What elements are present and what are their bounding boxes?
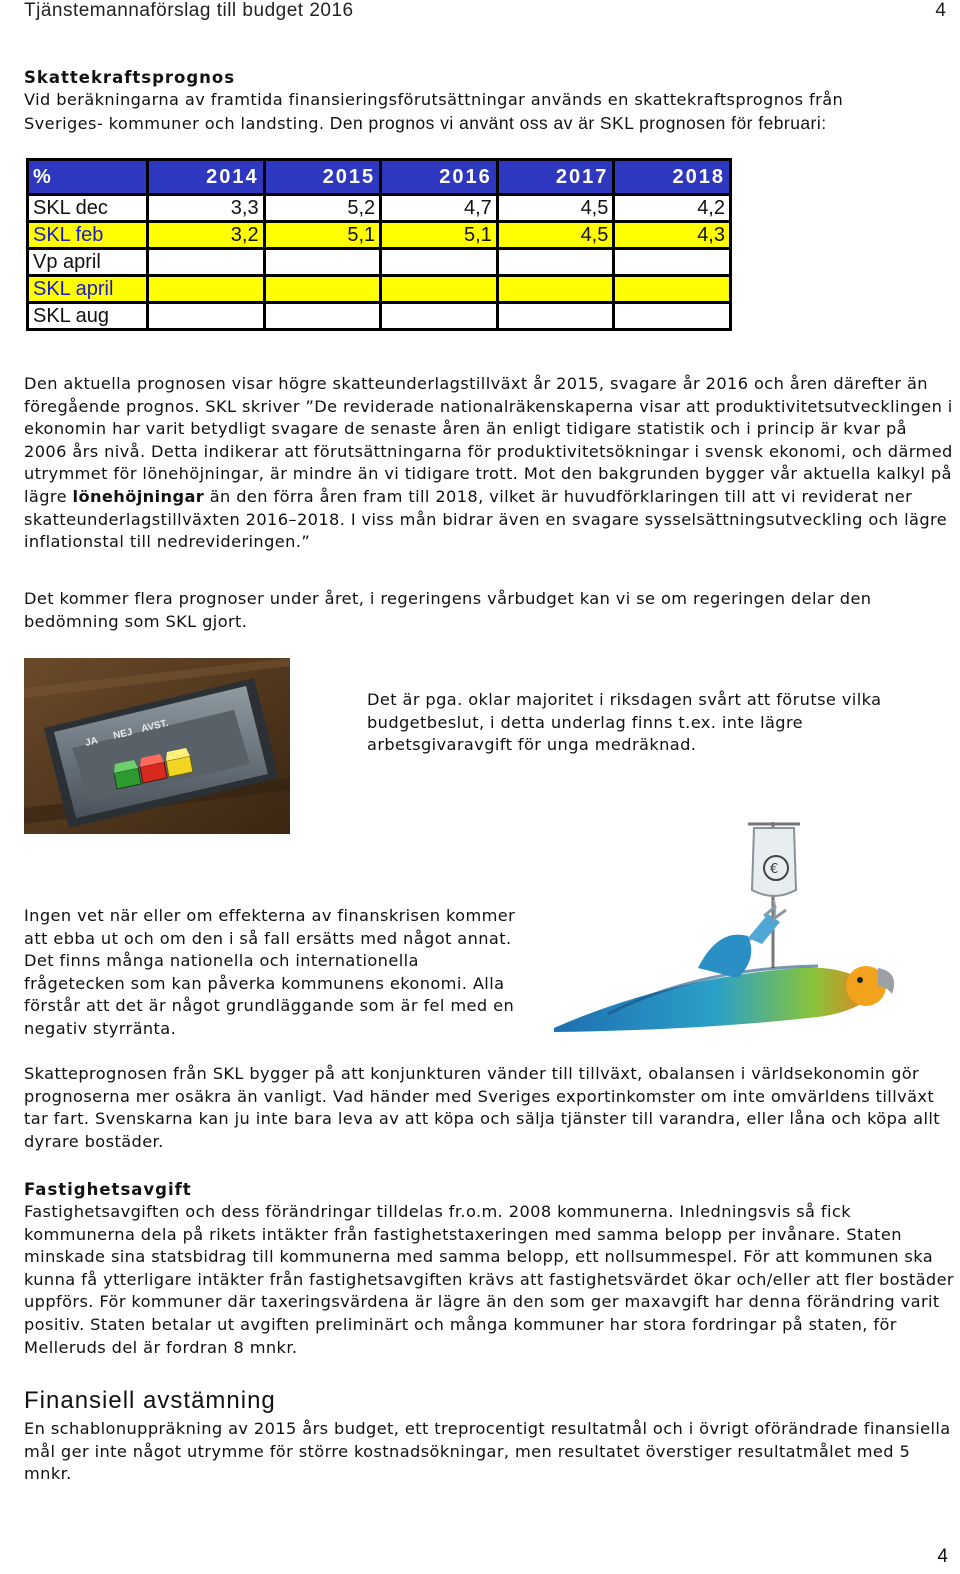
table-header-row <box>28 160 731 195</box>
majority-text: Det är pga. oklar majoritet i riksdagen svårt att förutse vilka budgetbeslut, i detta underlag finns t.ex. inte lägre arbetsgivaravgift för unga medräknad. <box>367 690 882 755</box>
voting-buttons-photo <box>24 658 290 834</box>
section-finansiell <box>24 1418 954 1486</box>
section-heading-finansiell: Finansiell avstämning <box>24 1387 276 1414</box>
table-cell: 5,1 <box>381 222 498 249</box>
table-cell: SKL april <box>28 276 148 303</box>
table-cell: 4,2 <box>614 195 731 222</box>
table-header-cell: 2017 <box>497 160 614 195</box>
table-cell: 3,2 <box>148 222 265 249</box>
intro-line-1: Vid beräkningarna av framtida finansieringsförutsättningar används en skattekraftsprognos från <box>24 90 844 109</box>
skl-tax-paragraph <box>24 1063 954 1153</box>
button-label: NEJ <box>112 726 134 742</box>
table-cell: 4,7 <box>381 195 498 222</box>
table-cell <box>264 249 381 276</box>
table-cell <box>497 249 614 276</box>
intro-line-2a: Sveriges- kommuner och landsting. <box>24 113 325 133</box>
intro-line-2b: Den prognos vi använt oss av är SKL prognosen för februari: <box>324 112 827 133</box>
page-header <box>24 0 946 22</box>
table-header-cell: 2014 <box>148 160 265 195</box>
analysis-bold-word: lönehöjningar <box>72 486 205 506</box>
section-fastighetsavgift <box>24 1179 954 1359</box>
forecast-table <box>26 158 732 331</box>
forecasts-text: Det kommer flera prognoser under året, i regeringens vårbudget kan vi se om regeringen delar den bedömning som SKL gjort. <box>24 589 872 631</box>
table-cell <box>148 276 265 303</box>
table-cell <box>264 276 381 303</box>
section-heading: Fastighetsavgift <box>24 1180 192 1199</box>
table-cell <box>148 303 265 330</box>
table-cell: 4,3 <box>614 222 731 249</box>
table-cell: 3,3 <box>148 195 265 222</box>
table-cell: SKL dec <box>28 195 148 222</box>
table-cell <box>264 303 381 330</box>
euro-icon: € <box>770 862 779 877</box>
table-cell <box>381 249 498 276</box>
analysis-text-2: än den förra åren fram till 2018, vilket är huvudförklaringen till att vi reviderat ner skatteunderlagstillväxten 2016–2018. I viss mån bidrar även en svagare sysselsättningsutveckling och lägre inflationstal till nedrevideringen.” <box>24 486 948 552</box>
table-cell: SKL feb <box>28 222 148 249</box>
button-label: JA <box>84 735 100 749</box>
table-cell <box>381 303 498 330</box>
voting-buttons-illustration <box>24 658 290 834</box>
table-cell: 5,2 <box>264 195 381 222</box>
table-cell <box>614 303 731 330</box>
forecasts-paragraph <box>24 588 954 633</box>
table-row-highlighted <box>28 276 731 303</box>
table-header-cell: 2015 <box>264 160 381 195</box>
majority-paragraph <box>367 689 952 757</box>
table-row <box>28 249 731 276</box>
crisis-paragraph <box>24 905 524 1041</box>
skl-tax-text: Skatteprognosen från SKL bygger på att konjunkturen vänder till tillväxt, obalansen i världsekonomin gör prognoserna mer osäkra än vanligt. Vad händer med Sveriges exportinkomster om inte omvärldens tillväxt tar fart. Svenskarna kan ju inte bara leva av att köpa och sälja tjänster till varandra, eller låna och köpa allt dyrare bostäder. <box>24 1064 940 1151</box>
finansiell-text: En schablonuppräkning av 2015 års budget, ett treprocentigt resultatmål och i övrigt oförändrade finansiella mål ger inte något utrymme för större kostnadsökningar, men resultatet överstiger resultatmålet med 5 mnkr. <box>24 1419 951 1484</box>
footer-page-number: 4 <box>937 1546 948 1567</box>
table-header-cell: 2016 <box>381 160 498 195</box>
intro-line-2 <box>24 112 954 136</box>
table-cell <box>497 303 614 330</box>
table-header-cell: % <box>28 160 148 195</box>
analysis-paragraph <box>24 373 954 554</box>
table-cell: 4,5 <box>497 222 614 249</box>
parrot-iv-illustration <box>548 818 948 1046</box>
table-header-cell: 2018 <box>614 160 731 195</box>
section-heading: Skattekraftsprognos <box>24 68 236 87</box>
table-cell: SKL aug <box>28 303 148 330</box>
sick-parrot-image <box>548 818 948 1046</box>
table-cell <box>614 249 731 276</box>
table-row-highlighted <box>28 222 731 249</box>
button-label: AVST. <box>140 717 170 735</box>
table-cell <box>497 276 614 303</box>
crisis-text: Ingen vet när eller om effekterna av finanskrisen kommer att ebba ut och om den i så fall ersätts med något annat. Det finns många nationella och internationella frågetecken som kan påverka kommunens ekonomi. Alla förstår att det är något grundläggande som är fel med en negativ styrränta. <box>24 906 516 1038</box>
table-cell <box>148 249 265 276</box>
table-cell: Vp april <box>28 249 148 276</box>
table-row <box>28 303 731 330</box>
analysis-text-1: Den aktuella prognosen visar högre skatteunderlagstillväxt år 2015, svagare år 2016 och åren därefter än föregående prognos. SKL skriver ”De reviderade nationalräkenskaperna visar att produktivitetsutvecklingen i ekonomin har varit betydligt svagare de senaste åren än enligt tidigare statistik och i princip är kvar på 2006 års nivå. Detta indikerar att förutsättningarna för produktivitetsökningar i svensk ekonomi, och därmed utrymmet för lönehöjningar, är mindre än vi tidigare trott. Mot den bakgrunden bygger vår aktuella kalkyl på lägre <box>24 374 953 506</box>
table-cell: 4,5 <box>497 195 614 222</box>
fastighet-text: Fastighetsavgiften och dess förändringar tilldelas fr.o.m. 2008 kommunerna. Inledningsvis så fick kommunerna dela på rikets intäkter från fastighetstaxeringen med samma belopp per invånare. Staten minskade sina statsbidrag till kommunerna med samma belopp, ett nollsummespel. För att kommunen ska kunna få ytterligare intäkter från fastighetsavgiften krävs att fastighetsvärdet ökar och/eller att fler bostäder uppförs. För kommuner där taxeringsvärdena är lägre än den som ger maxavgift har denna förändring varit positiv. Staten betalar ut avgiften preliminärt och många kommuner har stora fordringar på staten, för Melleruds del är fordran 8 mnkr. <box>24 1202 954 1357</box>
document-title: Tjänstemannaförslag till budget 2016 <box>24 0 354 21</box>
header-page-number: 4 <box>935 0 946 21</box>
table-cell <box>614 276 731 303</box>
table-row <box>28 195 731 222</box>
table-cell <box>381 276 498 303</box>
section-skattekraftsprognos <box>24 67 954 135</box>
table-cell: 5,1 <box>264 222 381 249</box>
